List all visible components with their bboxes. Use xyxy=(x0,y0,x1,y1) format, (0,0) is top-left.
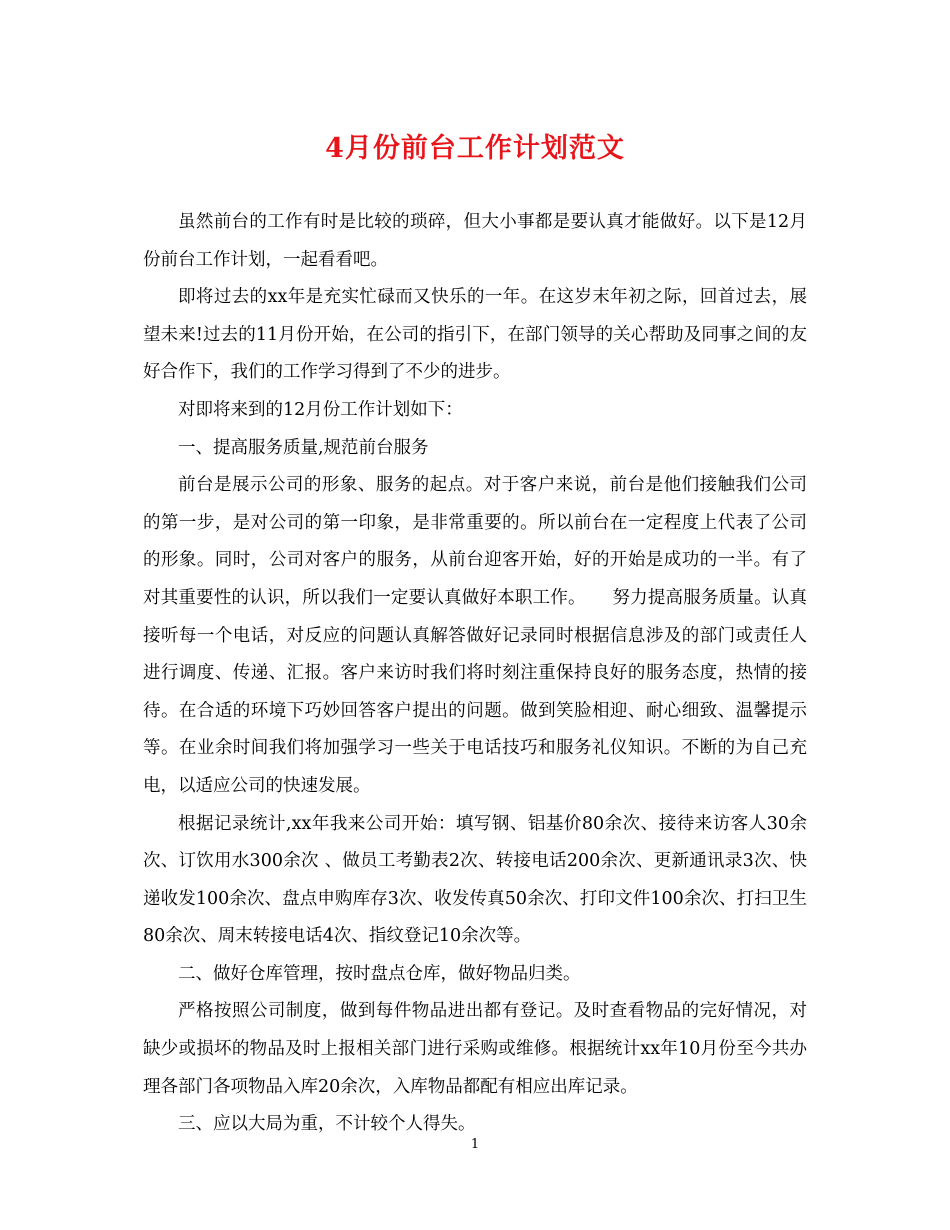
document-body xyxy=(143,204,807,1144)
paragraph-intro: 虽然前台的工作有时是比较的琐碎，但大小事都是要认真才能做好。以下是12月份前台工作计划，一起看看吧。 xyxy=(143,212,807,270)
section-heading-1: 一、提高服务质量,规范前台服务 xyxy=(178,437,429,458)
section-heading-2: 二、做好仓库管理，按时盘点仓库，做好物品归类。 xyxy=(178,963,581,984)
section-heading-3: 三、应以大局为重，不计较个人得失。 xyxy=(178,1114,476,1135)
paragraph-statistics: 根据记录统计,xx年我来公司开始：填写钢、铝基价80余次、接待来访客人30余次、订饮用水300余次 、做员工考勤表2次、转接电话200余次、更新通讯录3次、快递收发100余次、盘点申购库存3次、收发传真50余次、打印文件100余次、打扫卫生80余次、周末转接电话4次、指纹登记10余次等。 xyxy=(143,813,807,947)
document-title: 4月份前台工作计划范文 xyxy=(325,133,625,164)
paragraph-front-desk: 前台是展示公司的形象、服务的起点。对于客户来说，前台是他们接触我们公司的第一步，是对公司的第一印象，是非常重要的。所以前台在一定程度上代表了公司的形象。同时，公司对客户的服务，从前台迎客开始，好的开始是成功的一半。有了对其重要性的认识，所以我们一定要认真做好本职工作。 努力提高服务质量。认真接听每一个电话，对反应的问题认真解答做好记录同时根据信息涉及的部门或责任人进行调度、传递、汇报。客户来访时我们将时刻注重保持良好的服务态度，热情的接待。在合适的环境下巧妙回答客户提出的问题。做到笑脸相迎、耐心细致、温馨提示等。在业余时间我们将加强学习一些关于电话技巧和服务礼仪知识。不断的为自己充电，以适应公司的快速发展。 xyxy=(143,475,807,796)
page-number: 1 xyxy=(470,1137,480,1152)
paragraph-review: 即将过去的xx年是充实忙碌而又快乐的一年。在这岁末年初之际，回首过去，展望未来!过去的11月份开始，在公司的指引下，在部门领导的关心帮助及同事之间的友好合作下，我们的工作学习得到了不少的进步。 xyxy=(143,287,807,383)
paragraph-plan-lead: 对即将来到的12月份工作计划如下： xyxy=(178,399,463,420)
paragraph-warehouse: 严格按照公司制度，做到每件物品进出都有登记。及时查看物品的完好情况，对缺少或损坏的物品及时上报相关部门进行采购或维修。根据统计xx年10月份至今共办理各部门各项物品入库20余次，入库物品都配有相应出库记录。 xyxy=(143,1001,807,1097)
